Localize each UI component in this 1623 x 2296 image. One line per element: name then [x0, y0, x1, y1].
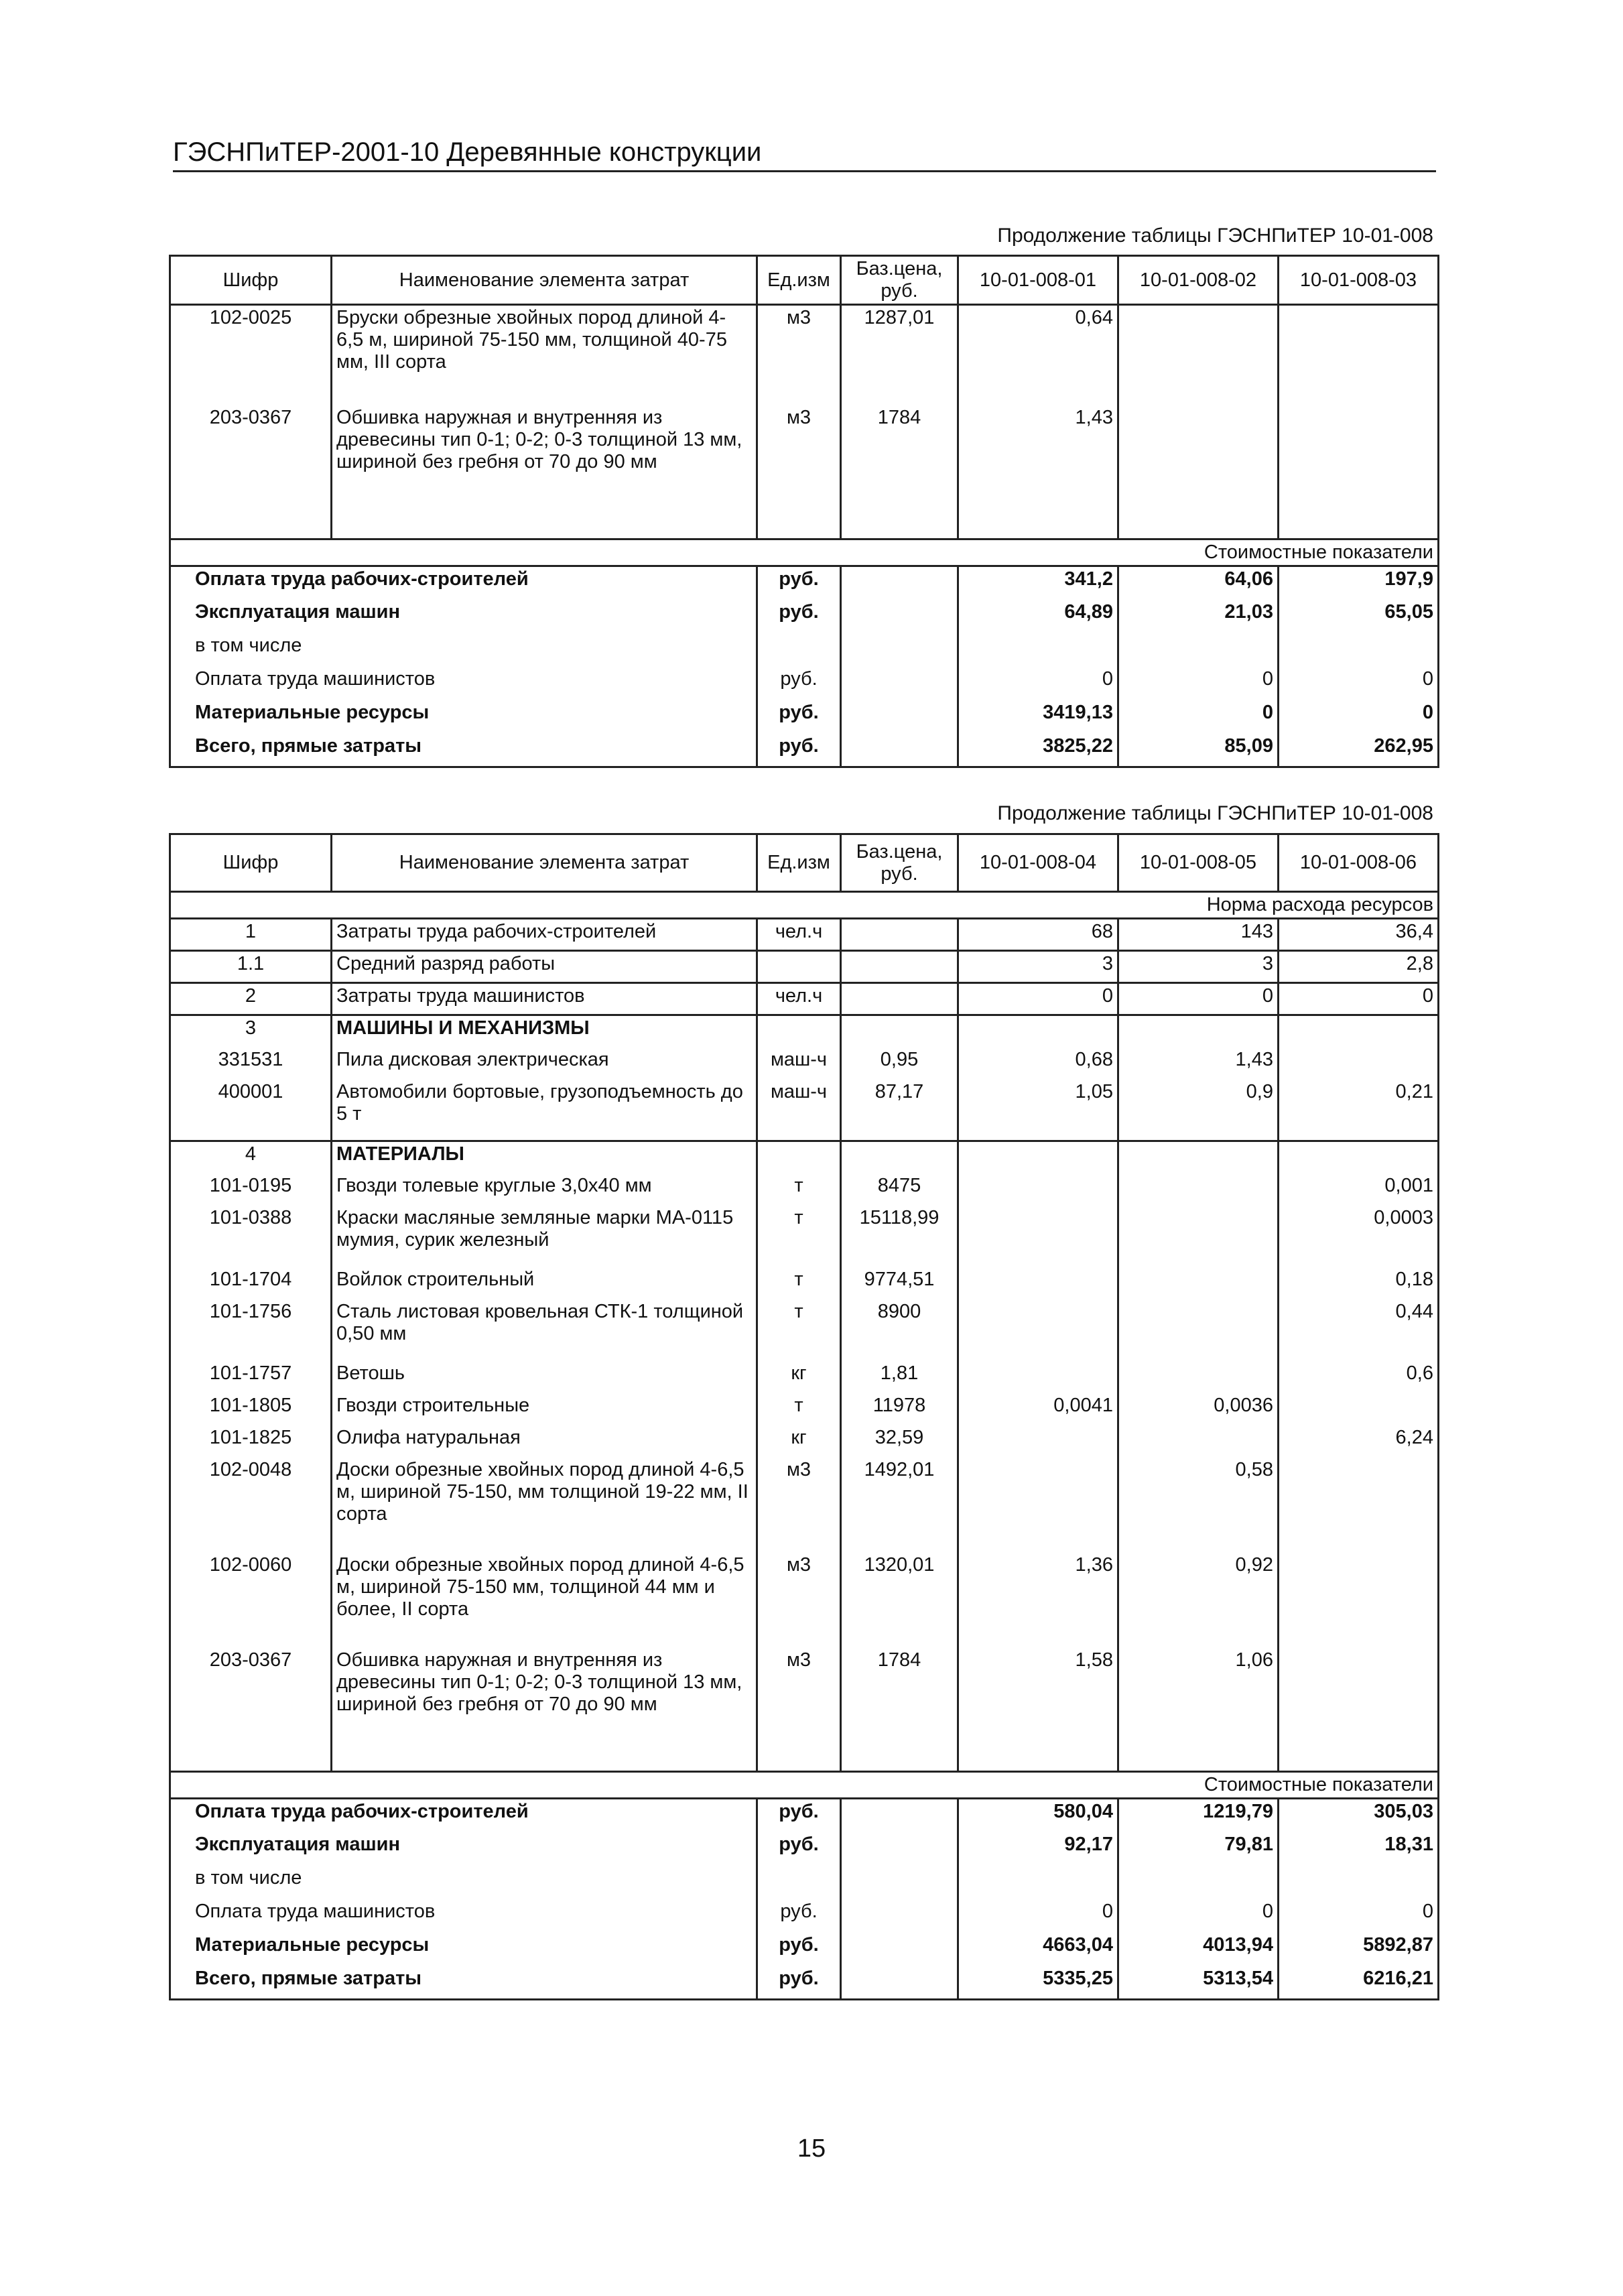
table-row: [170, 1141, 1439, 1173]
summary-label: Оплата труда рабочих-строителей: [170, 1799, 757, 1832]
resource-price: [841, 919, 958, 951]
value-cell: 5335,25: [958, 1966, 1118, 2000]
col-price-header: Баз.цена, руб.: [841, 256, 958, 305]
resource-name: Затраты труда машинистов: [332, 983, 757, 1015]
table-row: [170, 1299, 1439, 1361]
summary-price: [841, 1799, 958, 1832]
resource-unit: т: [757, 1206, 841, 1267]
table2-caption: Продолжение таблицы ГЭСНПиТЕР 10-01-008: [997, 802, 1433, 824]
empty-cell: [170, 1745, 332, 1772]
resource-name: Затраты труда рабочих-строителей: [332, 919, 757, 951]
summary-row: [170, 1899, 1439, 1933]
summary-price: [841, 1933, 958, 1966]
table-row: [170, 1173, 1439, 1206]
value-cell: 0,64: [958, 305, 1118, 405]
value-cell: [1279, 1015, 1439, 1047]
resource-code: 101-0388: [170, 1206, 332, 1267]
norm-section-label: Норма расхода ресурсов: [170, 892, 1439, 919]
value-cell: 1,58: [958, 1648, 1118, 1745]
summary-unit: руб.: [757, 700, 841, 734]
resource-name: МАТЕРИАЛЫ: [332, 1141, 757, 1173]
resource-unit: чел.ч: [757, 919, 841, 951]
value-cell: 68: [958, 919, 1118, 951]
cost-section: [170, 1772, 1439, 1799]
summary-row: [170, 1966, 1439, 2000]
resource-unit: маш-ч: [757, 1080, 841, 1141]
summary-row: [170, 1866, 1439, 1899]
resource-name: Ветошь: [332, 1361, 757, 1393]
resource-code: 101-1756: [170, 1299, 332, 1361]
cost-section: [170, 539, 1439, 566]
resource-code: 101-1805: [170, 1393, 332, 1425]
summary-row: [170, 1933, 1439, 1966]
resource-name: Бруски обрезные хвойных пород длиной 4-6,5 м, шириной 75-150 мм, толщиной 40-75 мм, III сорта: [332, 305, 757, 405]
value-cell: 0: [1118, 700, 1279, 734]
table2: [169, 833, 1439, 2000]
col-code-header: Шифр: [170, 256, 332, 305]
summary-price: [841, 667, 958, 700]
col-5-header: 10-01-008-05: [1118, 834, 1279, 892]
value-cell: 64,89: [958, 600, 1118, 633]
value-cell: [1279, 1458, 1439, 1553]
value-cell: 0,9: [1118, 1080, 1279, 1141]
value-cell: [958, 1267, 1118, 1299]
resource-name: Олифа натуральная: [332, 1425, 757, 1458]
value-cell: 5313,54: [1118, 1966, 1279, 2000]
col-6-header: 10-01-008-06: [1279, 834, 1439, 892]
resource-price: [841, 951, 958, 983]
value-cell: [958, 1206, 1118, 1267]
summary-price: [841, 1832, 958, 1866]
resource-name: Краски масляные земляные марки МА-0115 мумия, сурик железный: [332, 1206, 757, 1267]
summary-row: [170, 566, 1439, 600]
value-cell: [1118, 1173, 1279, 1206]
cost-section-label: Стоимостные показатели: [170, 539, 1439, 566]
value-cell: [958, 1866, 1118, 1899]
value-cell: [1279, 1866, 1439, 1899]
table-row: [170, 1425, 1439, 1458]
resource-unit: [757, 1015, 841, 1047]
value-cell: 85,09: [1118, 734, 1279, 767]
resource-price: 1492,01: [841, 1458, 958, 1553]
value-cell: 0,58: [1118, 1458, 1279, 1553]
value-cell: [1279, 1553, 1439, 1648]
value-cell: 6216,21: [1279, 1966, 1439, 2000]
resource-code: 4: [170, 1141, 332, 1173]
resource-unit: чел.ч: [757, 983, 841, 1015]
resource-unit: т: [757, 1393, 841, 1425]
value-cell: 4013,94: [1118, 1933, 1279, 1966]
resource-code: 1: [170, 919, 332, 951]
value-cell: [1118, 1866, 1279, 1899]
resource-name: МАШИНЫ И МЕХАНИЗМЫ: [332, 1015, 757, 1047]
summary-row: [170, 1799, 1439, 1832]
resource-price: 11978: [841, 1393, 958, 1425]
empty-cell: [841, 526, 958, 539]
value-cell: 580,04: [958, 1799, 1118, 1832]
col-unit-header: Ед.изм: [757, 834, 841, 892]
value-cell: 0,92: [1118, 1553, 1279, 1648]
value-cell: 143: [1118, 919, 1279, 951]
value-cell: 5892,87: [1279, 1933, 1439, 1966]
col-4-header: 10-01-008-04: [958, 834, 1118, 892]
value-cell: [1279, 1047, 1439, 1080]
value-cell: 341,2: [958, 566, 1118, 600]
summary-unit: [757, 633, 841, 667]
resource-name: Доски обрезные хвойных пород длиной 4-6,5 м, шириной 75-150, мм толщиной 19-22 мм, II сорта: [332, 1458, 757, 1553]
summary-row: [170, 633, 1439, 667]
col-2-header: 10-01-008-02: [1118, 256, 1279, 305]
value-cell: [1279, 1141, 1439, 1173]
value-cell: [958, 1141, 1118, 1173]
page-header: ГЭСНПиТЕР-2001-10 Деревянные конструкции: [173, 137, 1436, 172]
resource-name: Доски обрезные хвойных пород длиной 4-6,5 м, шириной 75-150 мм, толщиной 44 мм и более, II сорта: [332, 1553, 757, 1648]
resource-unit: т: [757, 1173, 841, 1206]
value-cell: 0,0036: [1118, 1393, 1279, 1425]
summary-price: [841, 700, 958, 734]
summary-row: [170, 734, 1439, 767]
value-cell: [1118, 1267, 1279, 1299]
value-cell: 1219,79: [1118, 1799, 1279, 1832]
resource-price: 32,59: [841, 1425, 958, 1458]
value-cell: 79,81: [1118, 1832, 1279, 1866]
empty-cell: [170, 526, 332, 539]
value-cell: 1,43: [958, 405, 1118, 526]
value-cell: 0,001: [1279, 1173, 1439, 1206]
resource-unit: м3: [757, 305, 841, 405]
table-row: [170, 1458, 1439, 1553]
col-unit-header: Ед.изм: [757, 256, 841, 305]
summary-price: [841, 633, 958, 667]
col-price-header: Баз.цена, руб.: [841, 834, 958, 892]
resource-name: Автомобили бортовые, грузоподъемность до 5 т: [332, 1080, 757, 1141]
summary-label: в том числе: [170, 633, 757, 667]
empty-cell: [841, 1745, 958, 1772]
table-row: [170, 1015, 1439, 1047]
value-cell: [958, 1425, 1118, 1458]
resource-unit: [757, 1141, 841, 1173]
col-name-header: Наименование элемента затрат: [332, 834, 757, 892]
summary-price: [841, 1966, 958, 2000]
value-cell: [1118, 1425, 1279, 1458]
resource-unit: маш-ч: [757, 1047, 841, 1080]
table-row: [170, 1047, 1439, 1080]
empty-cell: [332, 1745, 757, 1772]
value-cell: 0: [958, 983, 1118, 1015]
resource-name: Войлок строительный: [332, 1267, 757, 1299]
summary-label: в том числе: [170, 1866, 757, 1899]
resource-code: 203-0367: [170, 1648, 332, 1745]
value-cell: 92,17: [958, 1832, 1118, 1866]
resource-price: 1320,01: [841, 1553, 958, 1648]
table-row: [170, 951, 1439, 983]
col-1-header: 10-01-008-01: [958, 256, 1118, 305]
value-cell: 0,0041: [958, 1393, 1118, 1425]
value-cell: 0,44: [1279, 1299, 1439, 1361]
summary-row: [170, 700, 1439, 734]
value-cell: 1,05: [958, 1080, 1118, 1141]
value-cell: 0: [1118, 1899, 1279, 1933]
summary-unit: руб.: [757, 1799, 841, 1832]
col-name-header: Наименование элемента затрат: [332, 256, 757, 305]
resource-price: 1784: [841, 405, 958, 526]
value-cell: 0: [958, 1899, 1118, 1933]
resource-code: 102-0048: [170, 1458, 332, 1553]
resource-price: 0,95: [841, 1047, 958, 1080]
value-cell: [958, 1173, 1118, 1206]
resource-price: [841, 1141, 958, 1173]
summary-label: Материальные ресурсы: [170, 700, 757, 734]
value-cell: 0: [1279, 983, 1439, 1015]
resource-code: 101-1704: [170, 1267, 332, 1299]
table-row: [170, 1206, 1439, 1267]
value-cell: 305,03: [1279, 1799, 1439, 1832]
resource-name: Обшивка наружная и внутренняя из древесины тип 0-1; 0-2; 0-3 толщиной 13 мм, шириной без гребня от 70 до 90 мм: [332, 1648, 757, 1745]
resource-price: 8900: [841, 1299, 958, 1361]
summary-label: Оплата труда рабочих-строителей: [170, 566, 757, 600]
spacer-row: [170, 526, 1439, 539]
value-cell: 0: [958, 667, 1118, 700]
value-cell: 3: [958, 951, 1118, 983]
value-cell: 0,18: [1279, 1267, 1439, 1299]
table-row: [170, 983, 1439, 1015]
table1: [169, 255, 1439, 768]
summary-label: Материальные ресурсы: [170, 1933, 757, 1966]
empty-cell: [1279, 1745, 1439, 1772]
resource-unit: кг: [757, 1425, 841, 1458]
value-cell: 3825,22: [958, 734, 1118, 767]
summary-price: [841, 734, 958, 767]
value-cell: 0,0003: [1279, 1206, 1439, 1267]
value-cell: 64,06: [1118, 566, 1279, 600]
table-row: [170, 1267, 1439, 1299]
empty-cell: [1118, 1745, 1279, 1772]
table-row: [170, 919, 1439, 951]
value-cell: 0: [1279, 1899, 1439, 1933]
table-row: [170, 1648, 1439, 1745]
value-cell: 0: [1279, 700, 1439, 734]
summary-price: [841, 1866, 958, 1899]
summary-price: [841, 1899, 958, 1933]
summary-price: [841, 566, 958, 600]
summary-unit: руб.: [757, 1933, 841, 1966]
table-row: [170, 1553, 1439, 1648]
value-cell: [1279, 1648, 1439, 1745]
page-number: 15: [797, 2134, 826, 2163]
table-row: [170, 1361, 1439, 1393]
summary-label: Оплата труда машинистов: [170, 667, 757, 700]
value-cell: 0,68: [958, 1047, 1118, 1080]
value-cell: [958, 633, 1118, 667]
summary-unit: руб.: [757, 734, 841, 767]
value-cell: 36,4: [1279, 919, 1439, 951]
summary-unit: руб.: [757, 667, 841, 700]
resource-price: 1,81: [841, 1361, 958, 1393]
resource-code: 102-0025: [170, 305, 332, 405]
value-cell: [958, 1458, 1118, 1553]
value-cell: [1118, 405, 1279, 526]
value-cell: 65,05: [1279, 600, 1439, 633]
resource-price: 15118,99: [841, 1206, 958, 1267]
empty-cell: [757, 526, 841, 539]
value-cell: 0,21: [1279, 1080, 1439, 1141]
empty-cell: [1279, 526, 1439, 539]
value-cell: 1,06: [1118, 1648, 1279, 1745]
summary-label: Эксплуатация машин: [170, 600, 757, 633]
value-cell: 262,95: [1279, 734, 1439, 767]
value-cell: [1118, 1141, 1279, 1173]
resource-name: Гвозди строительные: [332, 1393, 757, 1425]
summary-unit: руб.: [757, 600, 841, 633]
resource-name: Обшивка наружная и внутренняя из древесины тип 0-1; 0-2; 0-3 толщиной 13 мм, шириной без гребня от 70 до 90 мм: [332, 405, 757, 526]
col-3-header: 10-01-008-03: [1279, 256, 1439, 305]
summary-unit: руб.: [757, 566, 841, 600]
table-row: [170, 305, 1439, 405]
norm-section: [170, 892, 1439, 919]
summary-row: [170, 1832, 1439, 1866]
value-cell: [1279, 633, 1439, 667]
resource-code: 2: [170, 983, 332, 1015]
table-row: [170, 405, 1439, 526]
resource-code: 101-1757: [170, 1361, 332, 1393]
cost-section-label: Стоимостные показатели: [170, 1772, 1439, 1799]
resource-price: 87,17: [841, 1080, 958, 1141]
value-cell: 6,24: [1279, 1425, 1439, 1458]
summary-label: Всего, прямые затраты: [170, 734, 757, 767]
value-cell: [1118, 1299, 1279, 1361]
value-cell: 0,6: [1279, 1361, 1439, 1393]
value-cell: [1118, 1361, 1279, 1393]
value-cell: 21,03: [1118, 600, 1279, 633]
resource-price: [841, 1015, 958, 1047]
summary-row: [170, 600, 1439, 633]
resource-unit: м3: [757, 405, 841, 526]
value-cell: 1,36: [958, 1553, 1118, 1648]
spacer-row: [170, 1745, 1439, 1772]
resource-price: 8475: [841, 1173, 958, 1206]
resource-unit: кг: [757, 1361, 841, 1393]
value-cell: [1118, 1015, 1279, 1047]
value-cell: 2,8: [1279, 951, 1439, 983]
value-cell: 4663,04: [958, 1933, 1118, 1966]
summary-row: [170, 667, 1439, 700]
resource-unit: м3: [757, 1648, 841, 1745]
value-cell: [1279, 405, 1439, 526]
value-cell: 3419,13: [958, 700, 1118, 734]
value-cell: 197,9: [1279, 566, 1439, 600]
resource-code: 101-0195: [170, 1173, 332, 1206]
resource-unit: м3: [757, 1458, 841, 1553]
resource-code: 101-1825: [170, 1425, 332, 1458]
resource-name: Гвозди толевые круглые 3,0х40 мм: [332, 1173, 757, 1206]
summary-unit: руб.: [757, 1899, 841, 1933]
resource-name: Пила дисковая электрическая: [332, 1047, 757, 1080]
value-cell: 1,43: [1118, 1047, 1279, 1080]
value-cell: [958, 1361, 1118, 1393]
empty-cell: [332, 526, 757, 539]
resource-code: 102-0060: [170, 1553, 332, 1648]
empty-cell: [958, 526, 1118, 539]
resource-code: 1.1: [170, 951, 332, 983]
value-cell: 0: [1279, 667, 1439, 700]
summary-unit: [757, 1866, 841, 1899]
table1-caption: Продолжение таблицы ГЭСНПиТЕР 10-01-008: [997, 225, 1433, 247]
value-cell: [1279, 1393, 1439, 1425]
resource-price: [841, 983, 958, 1015]
value-cell: [958, 1015, 1118, 1047]
resource-unit: [757, 951, 841, 983]
table-row: [170, 1080, 1439, 1141]
resource-code: 203-0367: [170, 405, 332, 526]
value-cell: 18,31: [1279, 1832, 1439, 1866]
resource-name: Сталь листовая кровельная СТК-1 толщиной 0,50 мм: [332, 1299, 757, 1361]
value-cell: [1118, 305, 1279, 405]
value-cell: 3: [1118, 951, 1279, 983]
resource-name: Средний разряд работы: [332, 951, 757, 983]
empty-cell: [958, 1745, 1118, 1772]
value-cell: [1279, 305, 1439, 405]
resource-price: 1287,01: [841, 305, 958, 405]
resource-code: 400001: [170, 1080, 332, 1141]
resource-price: 9774,51: [841, 1267, 958, 1299]
resource-unit: м3: [757, 1553, 841, 1648]
summary-label: Оплата труда машинистов: [170, 1899, 757, 1933]
summary-label: Всего, прямые затраты: [170, 1966, 757, 2000]
summary-price: [841, 600, 958, 633]
empty-cell: [757, 1745, 841, 1772]
value-cell: [1118, 633, 1279, 667]
resource-price: 1784: [841, 1648, 958, 1745]
col-code-header: Шифр: [170, 834, 332, 892]
empty-cell: [1118, 526, 1279, 539]
resource-code: 3: [170, 1015, 332, 1047]
summary-unit: руб.: [757, 1966, 841, 2000]
table-row: [170, 1393, 1439, 1425]
summary-label: Эксплуатация машин: [170, 1832, 757, 1866]
value-cell: 0: [1118, 667, 1279, 700]
resource-unit: т: [757, 1267, 841, 1299]
value-cell: [958, 1299, 1118, 1361]
value-cell: 0: [1118, 983, 1279, 1015]
resource-unit: т: [757, 1299, 841, 1361]
summary-unit: руб.: [757, 1832, 841, 1866]
resource-code: 331531: [170, 1047, 332, 1080]
value-cell: [1118, 1206, 1279, 1267]
